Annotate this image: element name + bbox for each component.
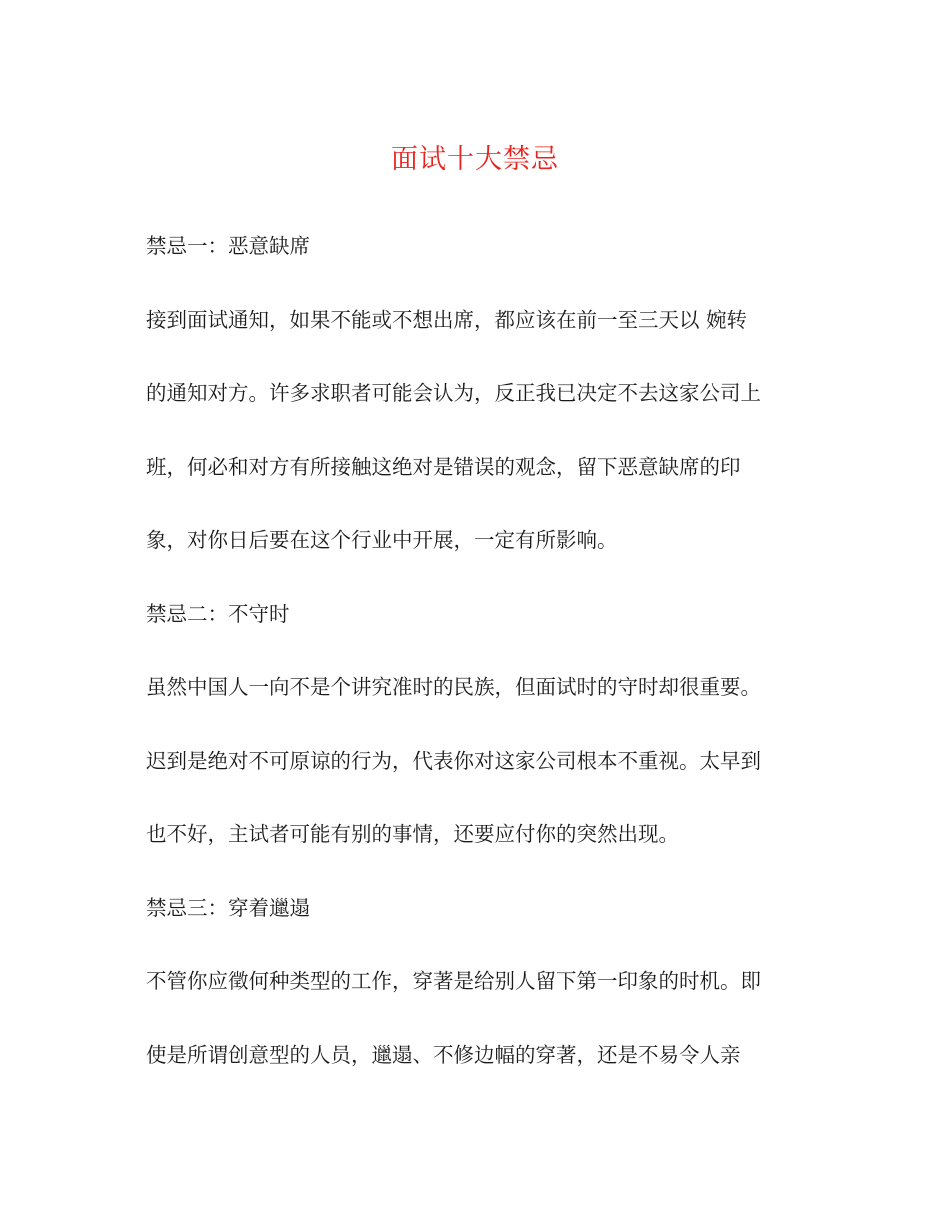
paragraph-line: 迟到是绝对不可原谅的行为，代表你对这家公司根本不重视。太早到 bbox=[146, 748, 761, 773]
paragraph-line: 使是所谓创意型的人员，邋遢、不修边幅的穿著，还是不易令人亲 bbox=[146, 1042, 741, 1067]
paragraph-line: 班，何必和对方有所接触这绝对是错误的观念，留下恶意缺席的印 bbox=[146, 454, 741, 479]
paragraph-line: 也不好，主试者可能有别的事情，还要应付你的突然出现。 bbox=[146, 822, 679, 846]
paragraph-line: 虽然中国人一向不是个讲究准时的民族，但面试时的守时却很重要。 bbox=[146, 675, 761, 699]
paragraph-line: 接到面试通知，如果不能或不想出席，都应该在前一至三天以 婉转 bbox=[146, 307, 748, 332]
paragraph-line: 不管你应徵何种类型的工作，穿著是给别人留下第一印象的时机。即 bbox=[146, 969, 761, 993]
section-heading: 禁忌三：穿着邋遢 bbox=[146, 895, 310, 920]
section-heading: 禁忌二：不守时 bbox=[146, 601, 290, 626]
document-body bbox=[146, 224, 806, 1106]
paragraph-line: 象，对你日后要在这个行业中开展，一定有所影响。 bbox=[146, 528, 618, 552]
paragraph-line: 的通知对方。许多求职者可能会认为，反正我已决定不去这家公司上 bbox=[146, 381, 761, 405]
section-heading: 禁忌一：恶意缺席 bbox=[146, 234, 310, 258]
document-title: 面试十大禁忌 bbox=[391, 144, 559, 175]
